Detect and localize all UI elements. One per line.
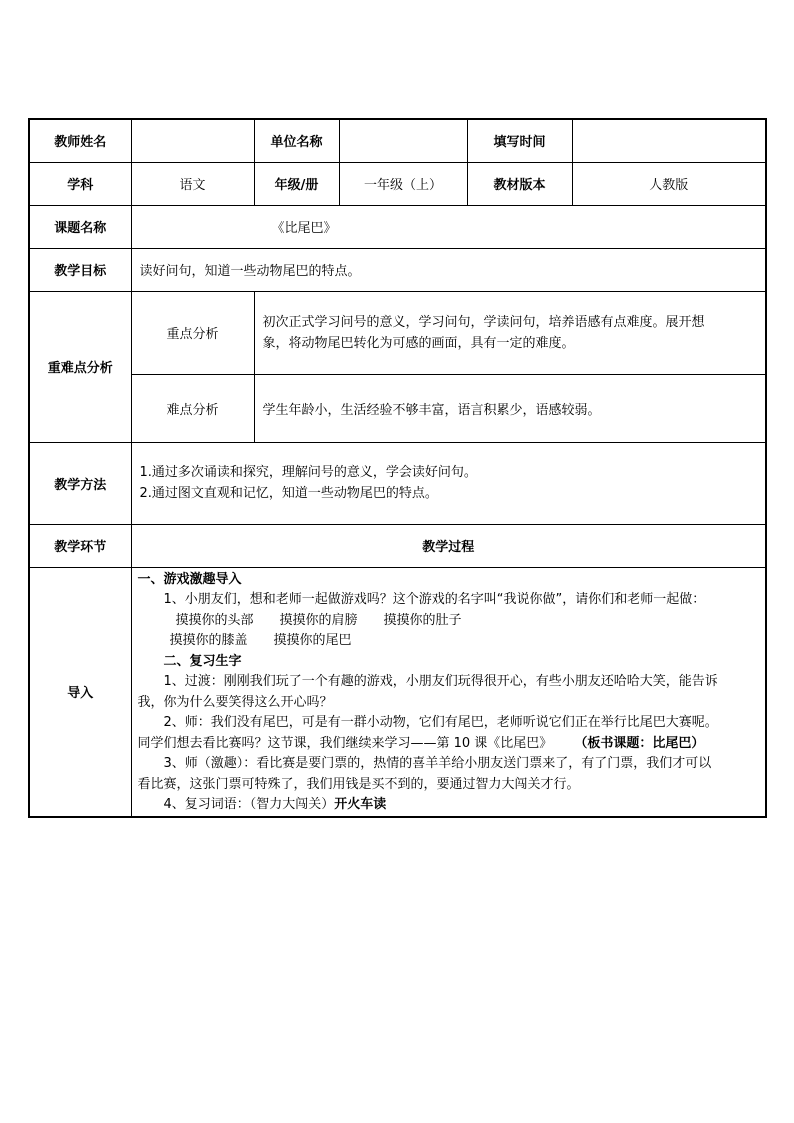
goal-label: 教学目标 <box>29 248 131 291</box>
goal-value: 读好问句，知道一些动物尾巴的特点。 <box>131 248 766 291</box>
unit-label: 单位名称 <box>254 119 339 162</box>
subject-label: 学科 <box>29 162 131 205</box>
intro-label: 导入 <box>29 567 131 817</box>
action-tail: 摸摸你的尾巴 <box>273 633 352 648</box>
unit-value <box>339 119 467 162</box>
goal-row <box>29 248 766 291</box>
method-line-1: 1.通过多次诵读和探究，理解问号的意义，学会读好问句。 <box>139 465 477 480</box>
process-header-label: 教学过程 <box>131 524 766 567</box>
intro-line-3 <box>138 611 760 632</box>
intro-line-4 <box>138 631 760 652</box>
intro-row <box>29 567 766 817</box>
intro-line-11: 看比赛，这张门票可特殊了，我们用钱是买不到的，要通过智力大闯关才行。 <box>137 776 580 792</box>
intro-process-text <box>131 567 766 817</box>
grade-label: 年级/册 <box>254 162 339 205</box>
difficulty-analysis-row <box>29 374 766 442</box>
board-title: （板书课题：比尾巴） <box>574 735 705 751</box>
key-analysis-row <box>29 291 766 374</box>
train-reading: 开火车读 <box>334 797 387 812</box>
time-label: 填写时间 <box>467 119 572 162</box>
teacher-value <box>131 119 254 162</box>
intro-line-10: 3、师（激趣）：看比赛是要门票的，热情的喜羊羊给小朋友送门票来了，有了门票，我们才可以 <box>163 756 712 771</box>
header-row <box>29 119 766 162</box>
edition-label: 教材版本 <box>467 162 572 205</box>
process-header-row <box>29 524 766 567</box>
difficulty-analysis-label: 难点分析 <box>131 374 254 442</box>
intro-line-8: 2、师：我们没有尾巴，可是有一群小动物，它们有尾巴，老师听说它们正在举行比尾巴大赛呢。 <box>163 715 718 730</box>
difficulty-analysis-text: 学生年龄小，生活经验不够丰富，语言积累少，语感较弱。 <box>254 374 766 442</box>
intro-line-12 <box>138 795 760 816</box>
lesson-plan-table <box>28 118 767 818</box>
key-analysis-line-2: 象，将动物尾巴转化为可感的画面，具有一定的难度。 <box>262 335 575 351</box>
key-analysis-text <box>254 291 766 374</box>
time-value <box>572 119 766 162</box>
teacher-label: 教师姓名 <box>29 119 131 162</box>
subject-value: 语文 <box>131 162 254 205</box>
intro-line-9 <box>138 734 760 755</box>
analysis-label: 重难点分析 <box>29 291 131 442</box>
intro-line-9-text: 同学们想去看比赛吗？这节课，我们继续来学习——第 10 课《比尾巴》 <box>137 735 553 751</box>
action-belly: 摸摸你的肚子 <box>383 612 462 628</box>
method-text <box>131 442 766 524</box>
action-shoulder: 摸摸你的肩膀 <box>279 612 358 628</box>
method-line-2: 2.通过图文直观和记忆，知道一些动物尾巴的特点。 <box>139 486 438 501</box>
key-analysis-label: 重点分析 <box>131 291 254 374</box>
edition-value: 人教版 <box>572 162 766 205</box>
subject-row <box>29 162 766 205</box>
topic-label: 课题名称 <box>29 205 131 248</box>
action-head: 摸摸你的头部 <box>175 612 254 628</box>
grade-value: 一年级（上） <box>339 162 467 205</box>
intro-line-7: 我，你为什么要笑得这么开心吗？ <box>137 694 333 710</box>
topic-value: 《比尾巴》 <box>131 205 766 248</box>
action-knee: 摸摸你的膝盖 <box>169 633 248 648</box>
intro-line-2: 1、小朋友们，想和老师一起做游戏吗？这个游戏的名字叫“我说你做”，请你们和老师一起做： <box>163 592 706 607</box>
intro-heading-1: 一、游戏激趣导入 <box>137 571 242 587</box>
method-label: 教学方法 <box>29 442 131 524</box>
intro-heading-2: 二、复习生字 <box>163 653 242 669</box>
intro-line-12-text: 4、复习词语：（智力大闯关） <box>163 797 335 812</box>
intro-line-6: 1、过渡：刚刚我们玩了一个有趣的游戏，小朋友们玩得很开心，有些小朋友还哈哈大笑，能告诉 <box>163 674 718 689</box>
stage-header-label: 教学环节 <box>29 524 131 567</box>
topic-row <box>29 205 766 248</box>
key-analysis-line-1: 初次正式学习问号的意义，学习问句，学读问句，培养语感有点难度。展开想 <box>262 314 705 330</box>
method-row <box>29 442 766 524</box>
